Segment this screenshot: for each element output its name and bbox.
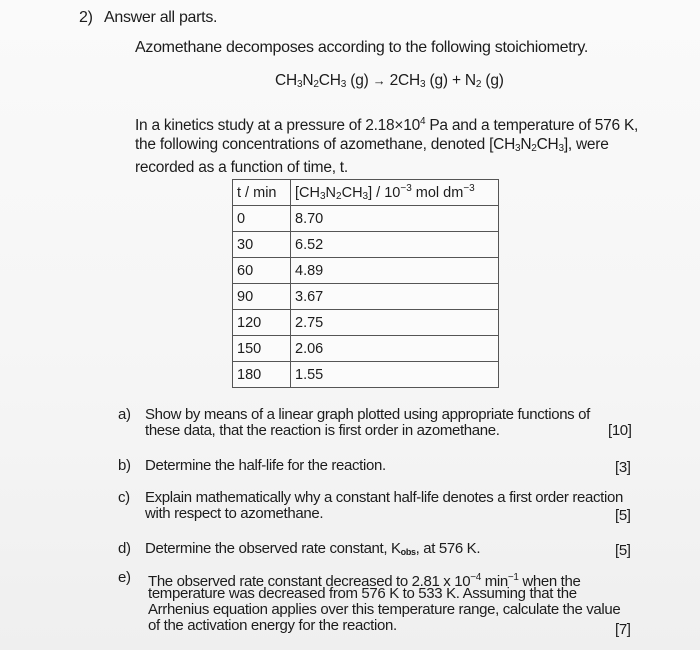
eq-product1-phase: (g) + N bbox=[425, 72, 476, 89]
eq-product1-sub: 3 bbox=[420, 79, 426, 90]
time-cell: 30 bbox=[233, 232, 291, 258]
time-cell: 90 bbox=[233, 284, 291, 310]
hc-sub3: 3 bbox=[362, 191, 369, 202]
part-e-line-4: of the activation energy for the reaction. bbox=[148, 617, 397, 634]
hc-sup2: −3 bbox=[463, 183, 475, 194]
table-row bbox=[233, 258, 499, 284]
question-number: 2) bbox=[79, 9, 93, 26]
eq-reactant-sub1: 3 bbox=[297, 79, 303, 90]
eq-reactant-a: CH bbox=[275, 72, 297, 89]
context-paragraph bbox=[135, 112, 665, 177]
context-line-1 bbox=[135, 112, 665, 135]
concentration-cell: 2.75 bbox=[291, 310, 499, 336]
concentration-cell: 2.06 bbox=[291, 336, 499, 362]
concentration-cell: 8.70 bbox=[291, 206, 499, 232]
time-cell: 180 bbox=[233, 362, 291, 388]
eq-product2-phase: (g) bbox=[481, 72, 504, 89]
context-line1-a: In a kinetics study at a pressure of 2.18×10 bbox=[135, 117, 420, 134]
instruction-text: Answer all parts. bbox=[104, 9, 218, 26]
part-e-line-3: Arrhenius equation applies over this temperature range, calculate the value bbox=[148, 601, 621, 618]
part-c-line-2: with respect to azomethane. bbox=[145, 505, 324, 522]
header-time: t / min bbox=[233, 180, 291, 206]
context-line2-d: ], were bbox=[563, 136, 609, 153]
table-row bbox=[233, 232, 499, 258]
hc-e: mol dm bbox=[411, 185, 464, 201]
context-line1-b: Pa and a temperature of 576 K, bbox=[425, 117, 639, 134]
table-header-row bbox=[233, 180, 499, 206]
part-c-marks: [5] bbox=[615, 507, 631, 524]
part-e-text-b: min bbox=[480, 573, 508, 590]
context-line2-b: N bbox=[520, 136, 532, 153]
time-cell: 0 bbox=[233, 206, 291, 232]
time-cell: 60 bbox=[233, 258, 291, 284]
part-d-line-1 bbox=[145, 541, 480, 560]
context-line1-sup: 4 bbox=[419, 116, 426, 127]
part-d-sub: obs bbox=[400, 547, 416, 557]
eq-product2-sub: 2 bbox=[475, 79, 482, 90]
eq-reactant-b: N bbox=[302, 72, 314, 89]
part-d-letter: d) bbox=[118, 540, 131, 557]
context-line-3: recorded as a function of time, t. bbox=[135, 159, 348, 176]
concentration-cell: 1.55 bbox=[291, 362, 499, 388]
table-row bbox=[233, 310, 499, 336]
eq-arrow: → bbox=[372, 73, 386, 88]
time-cell: 150 bbox=[233, 336, 291, 362]
context-line2-a: the following concentrations of azomethane, denoted [CH bbox=[135, 136, 516, 153]
time-cell: 120 bbox=[233, 310, 291, 336]
eq-reactant-phase: (g) bbox=[346, 72, 373, 89]
part-a-line-2: these data, that the reaction is first order in azomethane. bbox=[145, 422, 500, 439]
concentration-cell: 6.52 bbox=[291, 232, 499, 258]
context-line-2 bbox=[135, 135, 665, 158]
hc-c: CH bbox=[341, 185, 363, 201]
part-e-text-a: The observed rate constant decreased to 2.81 x 10 bbox=[148, 573, 471, 590]
hc-d: ] / 10 bbox=[368, 185, 401, 201]
part-e-sup1: −4 bbox=[470, 572, 481, 583]
eq-product1: 2CH bbox=[385, 72, 421, 89]
part-d-text-a: Determine the observed rate constant, K bbox=[145, 540, 401, 557]
hc-b: N bbox=[325, 185, 337, 201]
part-a-marks: [10] bbox=[608, 422, 632, 439]
table-row bbox=[233, 336, 499, 362]
intro-text: Azomethane decomposes according to the following stoichiometry. bbox=[135, 39, 589, 56]
concentration-table bbox=[232, 179, 499, 388]
table-row bbox=[233, 206, 499, 232]
hc-sub2: 2 bbox=[336, 191, 342, 202]
reaction-equation bbox=[275, 72, 504, 90]
part-e-sup2: −1 bbox=[507, 572, 519, 583]
concentration-cell: 4.89 bbox=[291, 258, 499, 284]
hc-a: [CH bbox=[295, 185, 320, 201]
part-a-letter: a) bbox=[118, 406, 131, 423]
part-b-line-1: Determine the half-life for the reaction. bbox=[145, 457, 386, 474]
context-line2-sub1: 3 bbox=[515, 143, 521, 154]
part-c-letter: c) bbox=[118, 489, 130, 506]
part-c-line-1: Explain mathematically why a constant half-life denotes a first order reaction bbox=[145, 489, 623, 506]
part-a-line-1: Show by means of a linear graph plotted using appropriate functions of bbox=[145, 406, 590, 423]
context-line2-c: CH bbox=[536, 136, 559, 153]
part-b-letter: b) bbox=[118, 457, 131, 474]
part-b-marks: [3] bbox=[615, 459, 631, 476]
context-line2-sub3: 3 bbox=[558, 143, 564, 154]
header-concentration bbox=[291, 180, 499, 206]
table-row bbox=[233, 284, 499, 310]
eq-reactant-sub2: 2 bbox=[313, 79, 319, 90]
concentration-cell: 3.67 bbox=[291, 284, 499, 310]
hc-sup1: −3 bbox=[400, 183, 412, 194]
table-row bbox=[233, 362, 499, 388]
part-e-letter: e) bbox=[118, 569, 131, 586]
part-e-marks: [7] bbox=[615, 621, 631, 638]
part-d-marks: [5] bbox=[615, 542, 631, 559]
eq-reactant-sub3: 3 bbox=[340, 79, 347, 90]
question-instruction bbox=[104, 9, 217, 27]
eq-reactant-c: CH bbox=[318, 72, 341, 89]
context-line2-sub2: 2 bbox=[531, 143, 537, 154]
hc-sub1: 3 bbox=[319, 191, 326, 202]
part-d-text-b: , at 576 K. bbox=[415, 540, 481, 557]
part-e-text-c: when the bbox=[518, 573, 581, 590]
part-e-line-2: temperature was decreased from 576 K to 533 K. Assuming that the bbox=[148, 585, 577, 602]
